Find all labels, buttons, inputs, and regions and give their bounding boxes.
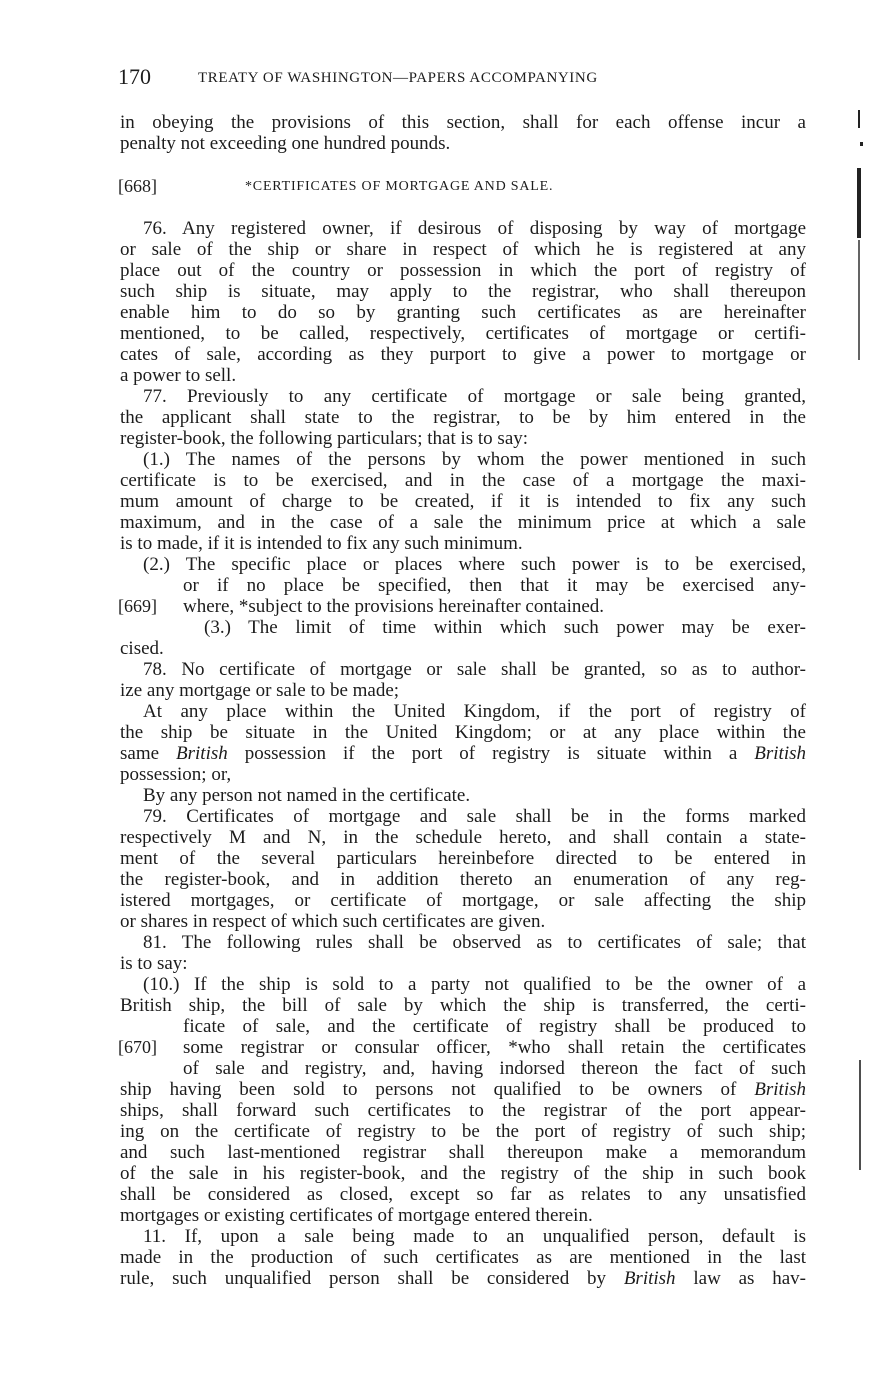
text-line: British ship, the bill of sale by which the ship is transferred, the certi- [120, 995, 806, 1016]
text-line: the ship be situate in the United Kingdom; or at any place within the [120, 722, 806, 743]
text-line: 79. Certificates of mortgage and sale shall be in the forms marked [143, 806, 806, 827]
text-line: maximum, and in the case of a sale the minimum price at which a sale [120, 512, 806, 533]
text-line: made in the production of such certificates as are mentioned in the last [120, 1247, 806, 1268]
text-span: rule, such unqualified person shall be considered by [120, 1268, 624, 1289]
text-span: possession if the port of registry is situate within a [227, 743, 755, 764]
text-span: ship having been sold to persons not qualified to be owners of [120, 1079, 755, 1100]
text-line: and such last-mentioned registrar shall thereupon make a memorandum [120, 1142, 806, 1163]
text-line: 78. No certificate of mortgage or sale shall be granted, so as to author- [143, 659, 806, 680]
text-line: (1.) The names of the persons by whom the power mentioned in such [143, 449, 806, 470]
text-line: 11. If, upon a sale being made to an unqualified person, default is [143, 1226, 806, 1247]
marginal-ref-670: [670] [118, 1037, 157, 1057]
text-line: ships, shall forward such certificates to the registrar of the port appear- [120, 1100, 806, 1121]
text-line: (3.) The limit of time within which such power may be exer- [204, 617, 806, 638]
text-span: law as hav- [675, 1268, 806, 1289]
text-line: istered mortgages, or certificate of mortgage, or sale affecting the ship [120, 890, 806, 911]
text-line: (10.) If the ship is sold to a party not qualified to be the owner of a [143, 974, 806, 995]
text-line: register-book, the following particulars; that is to say: [120, 428, 529, 449]
text-line [120, 743, 806, 764]
text-line: ing on the certificate of registry to be the port of registry of such ship; [120, 1121, 806, 1142]
text-line: the applicant shall state to the registrar, to be by him entered in the [120, 407, 806, 428]
page-number: 170 [118, 64, 151, 89]
text-line: a power to sell. [120, 365, 237, 386]
text-line: respectively M and N, in the schedule hereto, and shall contain a state- [120, 827, 806, 848]
text-line: where, *subject to the provisions hereinafter contained. [183, 596, 605, 617]
marginal-ref-669: [669] [118, 596, 157, 616]
text-line: At any place within the United Kingdom, if the port of registry of [143, 701, 806, 722]
italic-british: British [754, 743, 806, 764]
text-line [120, 1268, 806, 1289]
text-line: mentioned, to be called, respectively, certificates of mortgage or certifi- [120, 323, 806, 344]
text-line: place out of the country or possession in which the port of registry of [120, 260, 806, 281]
text-line: ficate of sale, and the certificate of registry shall be produced to [183, 1016, 806, 1037]
text-line: enable him to do so by granting such certificates as are hereinafter [120, 302, 806, 323]
text-line: (2.) The specific place or places where such power is to be exercised, [143, 554, 806, 575]
italic-british: British [754, 1079, 806, 1100]
section-heading: *CERTIFICATES OF MORTGAGE AND SALE. [245, 179, 554, 194]
text-line: or if no place be specified, then that it may be exercised any- [183, 575, 806, 596]
text-line: 77. Previously to any certificate of mortgage or sale being granted, [143, 386, 806, 407]
text-line: or shares in respect of which such certificates are given. [120, 911, 546, 932]
running-title: TREATY OF WASHINGTON—PAPERS ACCOMPANYING [198, 70, 598, 86]
text-line: certificate is to be exercised, and in the case of a mortgage the maxi- [120, 470, 806, 491]
text-line: penalty not exceeding one hundred pounds. [120, 133, 451, 154]
text-line: of sale and registry, and, having indorsed thereon the fact of such [183, 1058, 806, 1079]
text-line: cates of sale, according as they purport to give a power to mortgage or [120, 344, 806, 365]
text-line [120, 1079, 806, 1100]
italic-british: British [176, 743, 228, 764]
text-line: ment of the several particulars hereinbefore directed to be entered in [120, 848, 806, 869]
text-line: some registrar or consular officer, *who shall retain the certificates [183, 1037, 806, 1058]
marginal-ref-668: [668] [118, 176, 157, 196]
scan-artifact-mark [860, 142, 863, 146]
text-line: is to made, if it is intended to fix any such minimum. [120, 533, 523, 554]
scan-artifact-mark [859, 1060, 861, 1170]
scan-artifact-mark [858, 240, 860, 360]
italic-british: British [623, 1268, 676, 1289]
text-line: 76. Any registered owner, if desirous of disposing by way of mortgage [143, 218, 806, 239]
text-line: or sale of the ship or share in respect of which he is registered at any [120, 239, 806, 260]
text-line: in obeying the provisions of this section, shall for each offense incur a [120, 112, 806, 133]
text-line: 81. The following rules shall be observed as to certificates of sale; that [143, 932, 806, 953]
text-line: of the sale in his register-book, and the registry of the ship in such book [120, 1163, 806, 1184]
scan-artifact-mark [857, 168, 861, 238]
text-line: By any person not named in the certificate. [143, 785, 471, 806]
text-line: mortgages or existing certificates of mortgage entered therein. [120, 1205, 593, 1226]
text-line: cised. [120, 638, 164, 659]
text-span: same [120, 743, 177, 764]
text-line: the register-book, and in addition thereto an enumeration of any reg- [120, 869, 806, 890]
text-line: ize any mortgage or sale to be made; [120, 680, 400, 701]
text-line: mum amount of charge to be created, if it is intended to fix any such [120, 491, 806, 512]
text-line: is to say: [120, 953, 188, 974]
text-line: possession; or, [120, 764, 232, 785]
text-line: such ship is situate, may apply to the registrar, who shall thereupon [120, 281, 806, 302]
text-line: shall be considered as closed, except so far as relates to any unsatisfied [120, 1184, 806, 1205]
scan-artifact-mark [858, 110, 860, 128]
